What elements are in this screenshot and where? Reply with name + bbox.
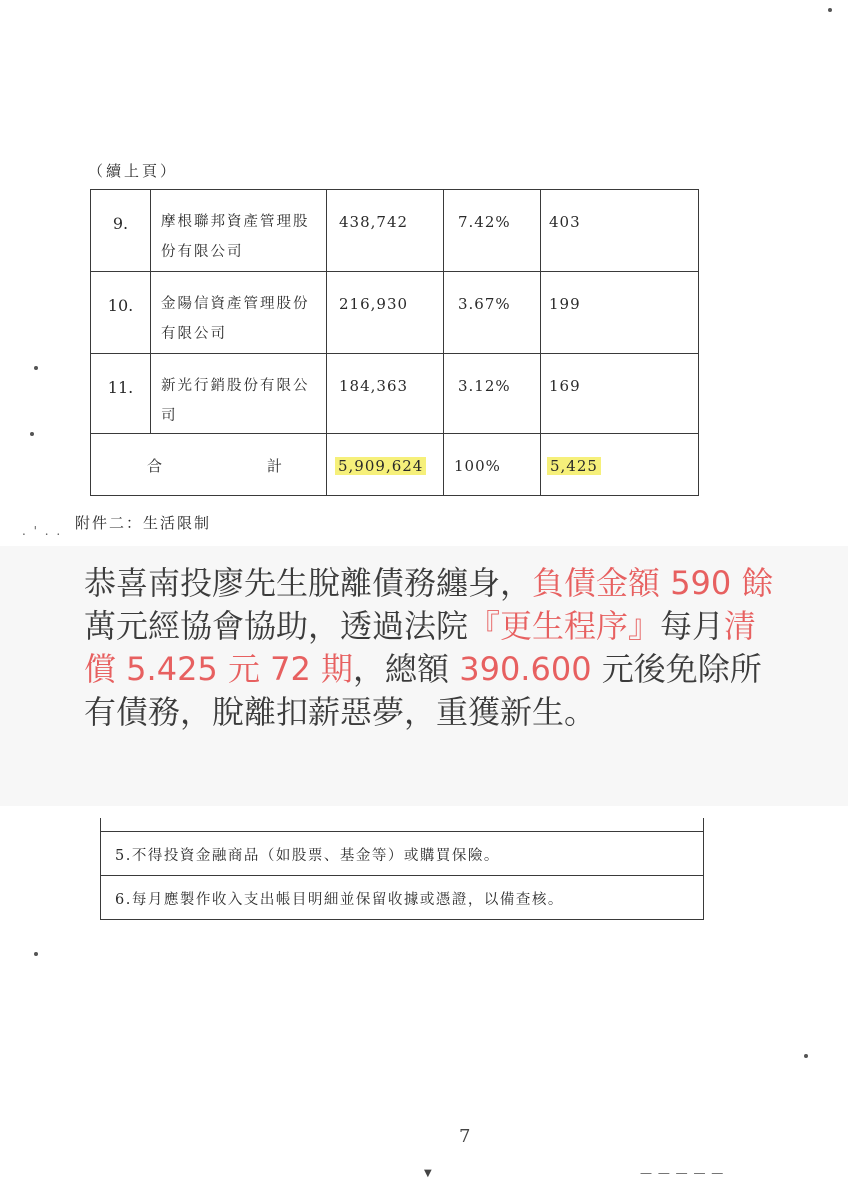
rule-row-partial [101,818,703,832]
banner-text-3: 每月 [660,607,725,645]
table-row [91,354,699,434]
banner-repayment: 清償 5.425 元 72 期 [84,607,757,688]
creditor-name: 摩根聯邦資產管理股份有限公司 [151,190,327,272]
scan-speck [34,952,38,956]
total-label-left: 合 [147,457,163,475]
banner-text-4: ，總額 [353,650,460,688]
debt-amount: 184,363 [327,354,444,434]
row-number: 9. [91,190,151,272]
continued-label: （續上頁） [88,162,179,180]
debt-amount: 216,930 [327,272,444,354]
scan-marks: . ' . . [22,524,63,538]
debt-amount: 438,742 [327,190,444,272]
monthly-payment: 403 [541,190,699,272]
banner-debt-amount: 負債金額 590 餘 [532,564,774,602]
creditor-table [90,189,699,496]
table-row [91,272,699,354]
scan-speck [30,432,34,436]
banner-text [0,546,848,734]
scan-speck [34,366,38,370]
total-percent: 100% [444,434,541,496]
row-number: 10. [91,272,151,354]
banner-text-1: 恭喜南投廖先生脫離債務纏身， [84,564,533,602]
banner-text-2: 萬元經協會協助，透過法院 [84,607,469,645]
banner-total: 390.600 [459,650,592,688]
row-number: 11. [91,354,151,434]
debt-percent: 3.12% [444,354,541,434]
table-row [91,190,699,272]
total-amount-cell [327,434,444,496]
total-label-right: 計 [266,457,282,475]
creditor-name: 金陽信資產管理股份有限公司 [151,272,327,354]
monthly-payment: 199 [541,272,699,354]
debt-percent: 7.42% [444,190,541,272]
banner-procedure: 『更生程序』 [468,607,661,645]
debt-percent: 3.67% [444,272,541,354]
total-label [91,434,327,496]
attachment-label: 附件二：生活限制 [75,514,212,532]
total-monthly: 5,425 [547,457,601,475]
triangle-down-icon: ▼ [424,1168,432,1179]
rule-row: 6.每月應製作收入支出帳目明細並保留收據或憑證，以備查核。 [101,876,703,920]
creditor-name: 新光行銷股份有限公司 [151,354,327,434]
rule-row: 5.不得投資金融商品（如股票、基金等）或購買保險。 [101,832,703,876]
total-monthly-cell [541,434,699,496]
scan-speck [804,1054,808,1058]
total-row [91,434,699,496]
congratulation-banner [0,546,848,806]
scan-speck [828,8,832,12]
total-amount: 5,909,624 [335,457,426,475]
living-restrictions-table [100,818,704,920]
scan-dashes: — — — — — [640,1166,725,1180]
monthly-payment: 169 [541,354,699,434]
page-number: 7 [459,1126,471,1147]
banner-text-5: 元後免除所有債務，脫離扣薪惡夢，重獲新生。 [84,650,762,731]
